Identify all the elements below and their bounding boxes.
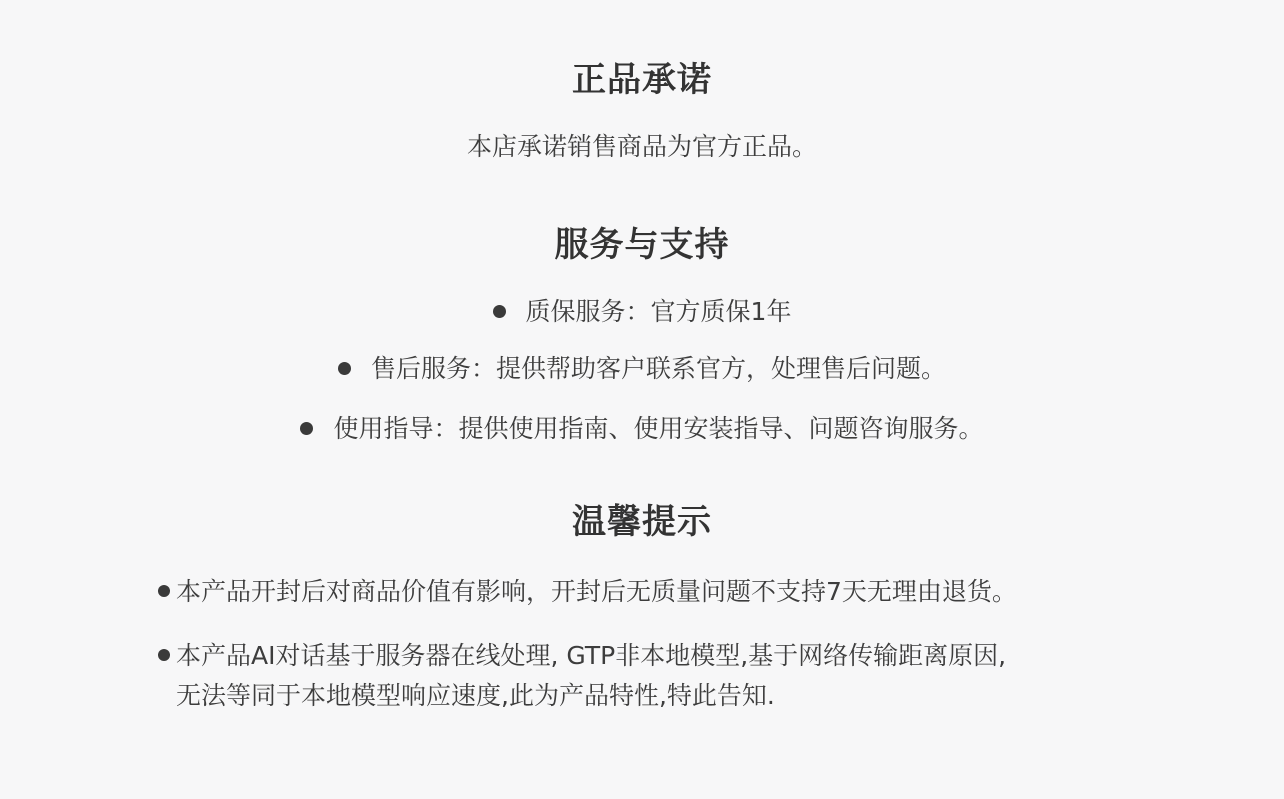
service-item-guidance bbox=[0, 413, 1284, 445]
service-title: 服务与支持 bbox=[554, 225, 730, 265]
bullet-dot-icon bbox=[158, 649, 170, 661]
tip-item-ai bbox=[158, 636, 1158, 716]
service-item-warranty bbox=[0, 296, 1284, 328]
authentic-title: 正品承诺 bbox=[572, 60, 712, 100]
tip-item-return bbox=[158, 572, 1158, 612]
tip-text-line2: 无法等同于本地模型响应速度,此为产品特性,特此告知. bbox=[176, 681, 775, 710]
bullet-dot-icon bbox=[493, 305, 506, 318]
bullet-dot-icon bbox=[338, 362, 351, 375]
service-item-text: 质保服务：官方质保1年 bbox=[525, 297, 792, 326]
tip-text: 本产品开封后对商品价值有影响，开封后无质量问题不支持7天无理由退货。 bbox=[176, 577, 1017, 606]
service-item-aftersales bbox=[0, 353, 1284, 385]
tips-title: 温馨提示 bbox=[572, 502, 712, 542]
service-item-text: 使用指导：提供使用指南、使用安装指导、问题咨询服务。 bbox=[333, 414, 984, 443]
tip-text-line1: 本产品AI对话基于服务器在线处理, GTP非本地模型,基于网络传输距离原因, bbox=[176, 641, 1007, 670]
authentic-text: 本店承诺销售商品为官方正品。 bbox=[466, 132, 817, 161]
bullet-dot-icon bbox=[300, 422, 313, 435]
bullet-dot-icon bbox=[158, 585, 170, 597]
service-item-text: 售后服务：提供帮助客户联系官方，处理售后问题。 bbox=[370, 354, 946, 383]
